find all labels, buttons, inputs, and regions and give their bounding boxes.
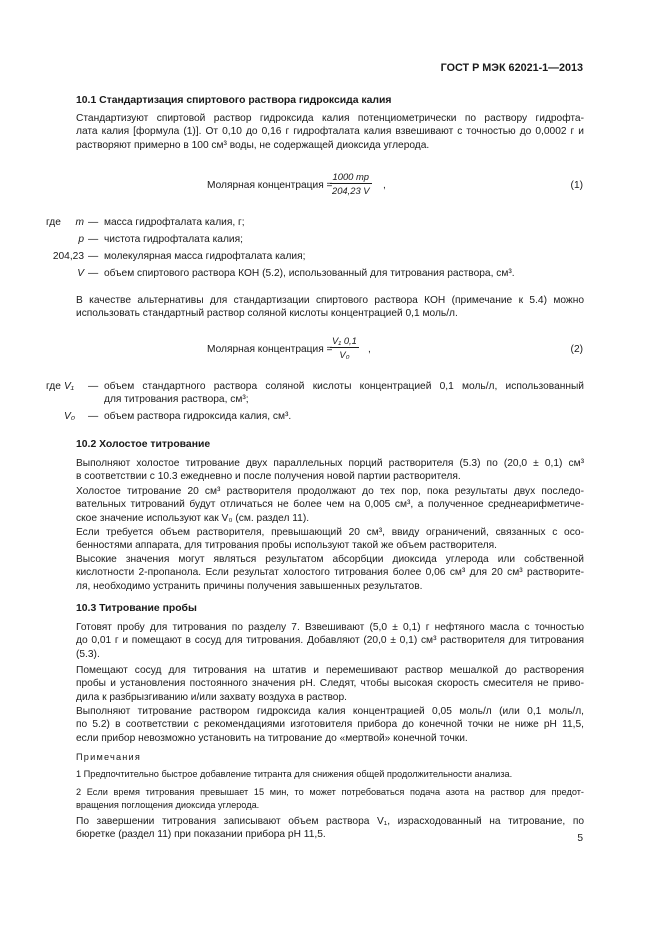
- definitions-2: [0, 380, 661, 428]
- text-line: ля, необходимо устранить причины получения завышенных результатов.: [76, 580, 423, 592]
- definition-dash: —: [88, 411, 99, 422]
- definition-dash: —: [88, 268, 99, 279]
- text-line: по 5.2) в соответствии с рекомендациями изготовителя прибора до конечной точки не ниже рН 11,5,: [76, 719, 584, 731]
- definition-dash: —: [88, 251, 99, 262]
- text-line: если прибор невозможно установить на титрование до «мертвой» конечной точки.: [76, 732, 468, 744]
- definition-symbol: p: [78, 234, 84, 245]
- text-line: Высокие значения могут являться результатом абсорбции диоксида углерода или собственной: [76, 554, 584, 565]
- section-10-2-title: 10.2 Холостое титрование: [76, 439, 211, 450]
- text-line: использовать стандартный раствор соляной кислоты концентрацией 0,1 моль/л.: [76, 308, 458, 320]
- definition-text: объем раствора гидроксида калия, см³.: [104, 411, 292, 422]
- text-line: вращения поглощения диоксида углерода.: [76, 800, 260, 811]
- text-line: ское значение используют как V₀ (см. раздел 11).: [76, 512, 310, 524]
- text-line: Если требуется объем растворителя, превышающий 20 см³, ввиду ограничений, связанных с осо-: [76, 527, 584, 538]
- alternative-paragraph: [76, 294, 584, 321]
- definition-text: объем спиртового раствора КОН (5.2), использованный для титрования раствора, см³.: [104, 268, 515, 279]
- section-10-3-paragraph-1: [76, 621, 584, 661]
- text-line: Готовят пробу для титрования по разделу 7. Взвешивают (5,0 ± 0,1) г нефтяного масла с точностью: [76, 622, 584, 633]
- section-10-2-paragraph-4: [76, 553, 584, 593]
- text-line: Стандартизуют спиртовой раствор гидроксида калия потенциометрически по раствору гидрофта-: [76, 113, 584, 124]
- section-10-3-final-paragraph: [76, 815, 584, 842]
- text-line: 2 Если время титрования превышает 15 мин, то может потребоваться подача азота на раствор для предот-: [76, 787, 584, 797]
- text-line: вательных титрований будут отличаться не более чем на 0,005 см³, а полученное среднеарифметиче-: [76, 499, 584, 511]
- section-10-2-paragraph-1: [76, 457, 584, 484]
- text-line: Выполняют титрование раствором гидроксида калия концентрацией 0,05 моль/л (или 0,1 моль/л,: [76, 706, 584, 717]
- text-line: бенностями аппарата, для титрования пробы используют такой же объем растворителя.: [76, 540, 497, 552]
- text-line: пробы и установления постоянного значения рН. Следят, чтобы высокая скорость смесителя не приво-: [76, 678, 584, 690]
- formula-comma: ,: [383, 180, 386, 191]
- where-word: где: [46, 381, 61, 392]
- formula-denominator: V₀: [339, 349, 350, 361]
- formula-2: [0, 334, 661, 364]
- definition-symbol: V₀: [64, 411, 76, 422]
- text-line: Холостое титрование 20 см³ растворителя продолжают до тех пор, пока результаты двух последо-: [76, 486, 584, 497]
- text-line: до 0,01 г и помещают в сосуд для титрования. Добавляют (20,0 ± 0,1) см³ растворителя для титрования: [76, 635, 584, 647]
- text-line: Помещают сосуд для титрования на штатив и перемешивают раствор мешалкой до растворения: [76, 665, 584, 676]
- text-line: дила к разбрызгиванию и/или захвату воздуха в раствор.: [76, 691, 347, 703]
- equation-number: (1): [570, 180, 583, 191]
- definition-text: для титрования раствора, см³;: [104, 394, 249, 405]
- document-code: ГОСТ Р МЭК 62021-1—2013: [440, 62, 583, 74]
- formula-label: Молярная концентрация =: [207, 344, 333, 355]
- note-1: 1 Предпочтительно быстрое добавление титранта для снижения общей продолжительности анализа.: [76, 769, 513, 779]
- where-word: где: [46, 217, 61, 228]
- page-number: 5: [577, 832, 583, 844]
- definitions-1: [0, 216, 661, 286]
- text-line: Выполняют холостое титрование двух параллельных порций растворителя (5.3) по (20,0 ± 0,1) см³: [76, 458, 584, 469]
- definition-symbol: m: [75, 217, 84, 228]
- definition-text: молекулярная масса гидрофталата калия;: [104, 251, 306, 262]
- text-line: кислотности 2-пропанола. Если результат холостого титрования более 0,06 см³ для 20 см³ растворите-: [76, 567, 584, 579]
- formula-numerator: 1000 mp: [332, 171, 370, 182]
- section-10-3-paragraph-3: [76, 705, 584, 745]
- section-10-3-paragraph-2: [76, 664, 584, 704]
- formula-fraction: [330, 334, 359, 362]
- text-line: (5.3).: [76, 648, 100, 660]
- definition-dash: —: [88, 234, 99, 245]
- notes-title: Примечания: [76, 752, 142, 762]
- formula-comma: ,: [368, 344, 371, 355]
- definition-text: объем стандартного раствора соляной кислоты концентрацией 0,1 моль/л, использованный: [104, 381, 584, 392]
- definition-symbol: V₁: [64, 381, 75, 392]
- text-line: растворяют примерно в 100 см³ воды, не содержащей диоксида углерода.: [76, 139, 430, 151]
- formula-label: Молярная концентрация =: [207, 180, 333, 191]
- formula-denominator: 204,23 V: [332, 185, 370, 197]
- definition-symbol: 204,23: [52, 251, 84, 262]
- definition-dash: —: [88, 381, 99, 392]
- definition-text: чистота гидрофталата калия;: [104, 234, 243, 245]
- definition-text: масса гидрофталата калия, г;: [104, 217, 245, 228]
- section-10-3-title: 10.3 Титрование пробы: [76, 603, 197, 614]
- section-10-2-paragraph-3: [76, 526, 584, 553]
- section-10-2-paragraph-2: [76, 485, 584, 525]
- formula-fraction: [330, 170, 372, 198]
- definition-dash: —: [88, 217, 99, 228]
- equation-number: (2): [570, 344, 583, 355]
- formula-1: [0, 170, 661, 200]
- note-2: [76, 786, 584, 813]
- text-line: в соответствии с 10.3 ежедневно и после получения новой партии растворителя.: [76, 471, 461, 483]
- formula-numerator: V₁ 0,1: [332, 335, 357, 346]
- text-line: По завершении титрования записывают объем раствора V₁, израсходованный на титрование, по: [76, 816, 584, 827]
- text-line: лата калия [формула (1)]. От 0,10 до 0,16 г гидрофталата калия взвешивают с точностью до 0,0002 г и: [76, 126, 584, 138]
- text-line: бюретке (раздел 11) при показании прибора рН 11,5.: [76, 829, 326, 841]
- definition-symbol: V: [77, 268, 84, 279]
- section-10-1-paragraph: [76, 112, 584, 152]
- section-10-1-title: 10.1 Стандартизация спиртового раствора гидроксида калия: [76, 95, 392, 106]
- text-line: В качестве альтернативы для стандартизации спиртового раствора КОН (примечание к 5.4) можно: [76, 295, 584, 306]
